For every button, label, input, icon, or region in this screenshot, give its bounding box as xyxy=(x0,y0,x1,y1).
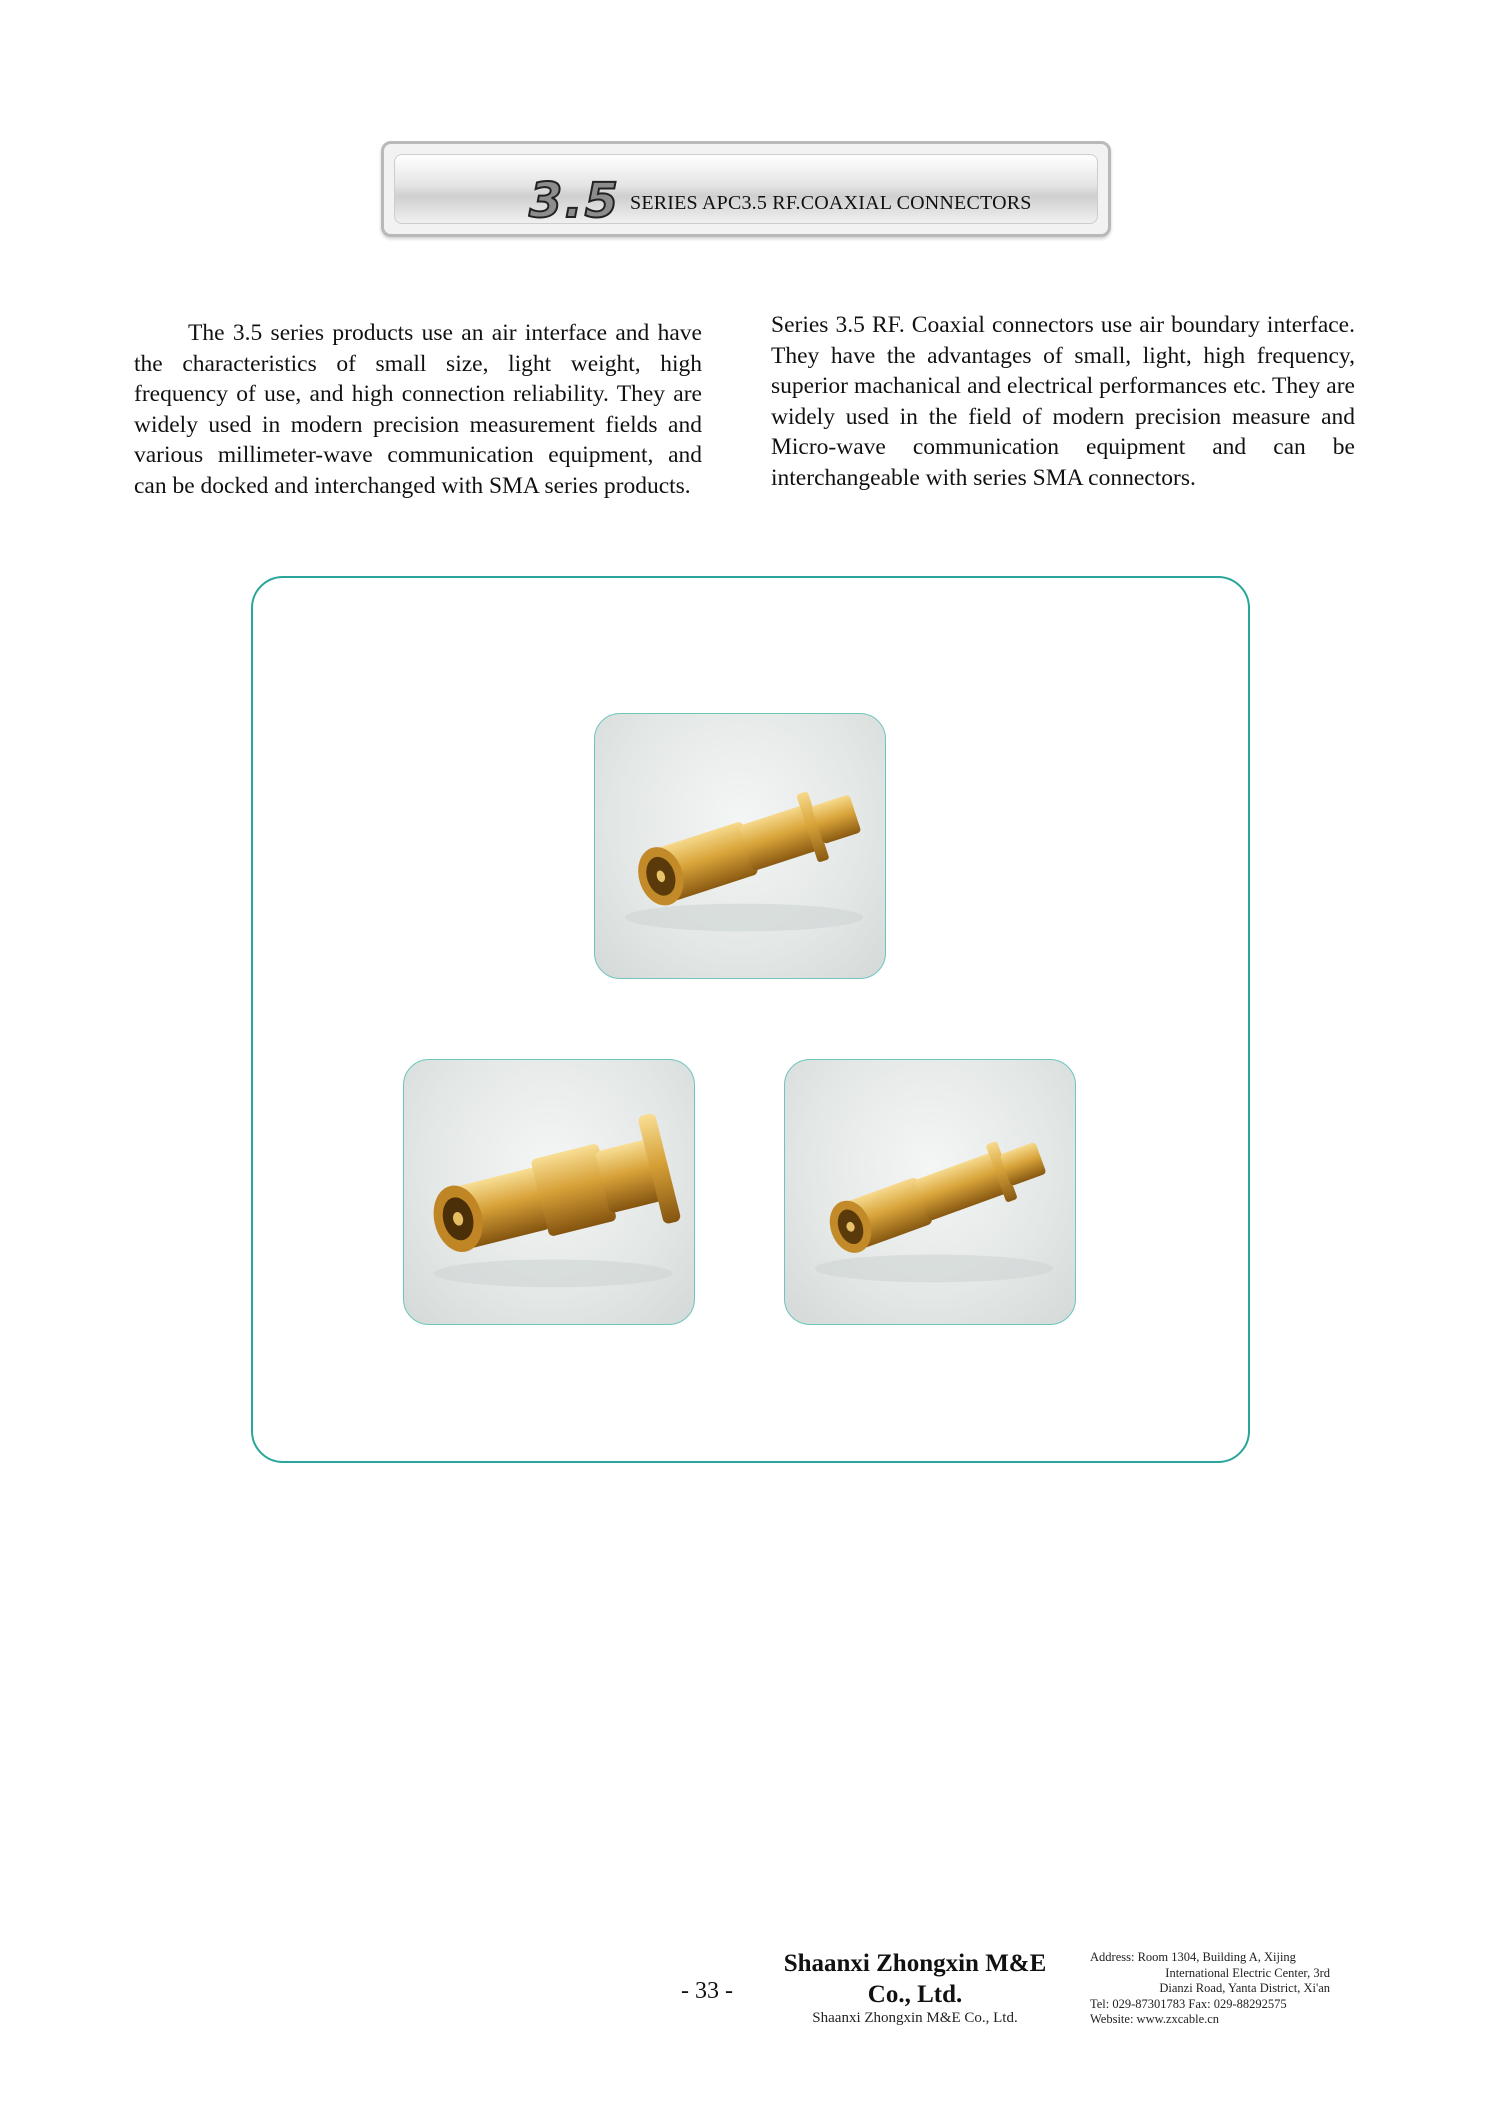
intro-paragraph-left: The 3.5 series products use an air interface and have the characteristics of small size, light weight, high frequency of use, and high connection reliability. They are widely used in modern precision measurement fields and various millimeter-wave communication equipment, and can be docked and interchanged with SMA series products. xyxy=(134,320,702,499)
series-number: 3.5 xyxy=(529,173,621,229)
company-name xyxy=(770,1948,1060,2010)
company-name-line2: Co., Ltd. xyxy=(867,1981,963,2008)
connector-adapter-illustration xyxy=(595,714,885,978)
company-name-subtitle: Shaanxi Zhongxin M&E Co., Ltd. xyxy=(812,2010,1018,2026)
connector-plug-illustration xyxy=(785,1060,1075,1324)
contact-website: Website: www.zxcable.cn xyxy=(1090,2012,1220,2026)
page-number: - 33 - xyxy=(681,1978,733,2004)
address-line: Dianzi Road, Yanta District, Xi'an xyxy=(1159,1981,1330,1995)
address-line: International Electric Center, 3rd xyxy=(1165,1965,1330,1980)
title-banner xyxy=(381,141,1111,237)
company-name-line1: Shaanxi Zhongxin M&E xyxy=(783,1950,1047,1977)
section-title: SERIES APC3.5 RF.COAXIAL CONNECTORS xyxy=(630,192,1032,214)
title-banner-inner xyxy=(394,154,1098,229)
contact-phone-fax: Tel: 029-87301783 Fax: 029-88292575 xyxy=(1090,1996,1287,2011)
intro-paragraph-right: Series 3.5 RF. Coaxial connectors use air boundary interface. They have the advantages of small, light, high frequency, superior machanical and electrical performances etc. They are widely used in the field of modern precision measure and Micro-wave communication equipment and can be interchangeable with series SMA connectors. xyxy=(771,312,1355,491)
address-line: Address: Room 1304, Building A, Xijing xyxy=(1090,1950,1296,1964)
connector-photo-plug xyxy=(784,1059,1076,1325)
connector-photo-adapter xyxy=(594,713,886,979)
contact-address xyxy=(1090,1950,1330,2028)
connector-photo-jack xyxy=(403,1059,695,1325)
connector-jack-illustration xyxy=(404,1060,694,1324)
product-gallery-frame xyxy=(251,576,1250,1463)
